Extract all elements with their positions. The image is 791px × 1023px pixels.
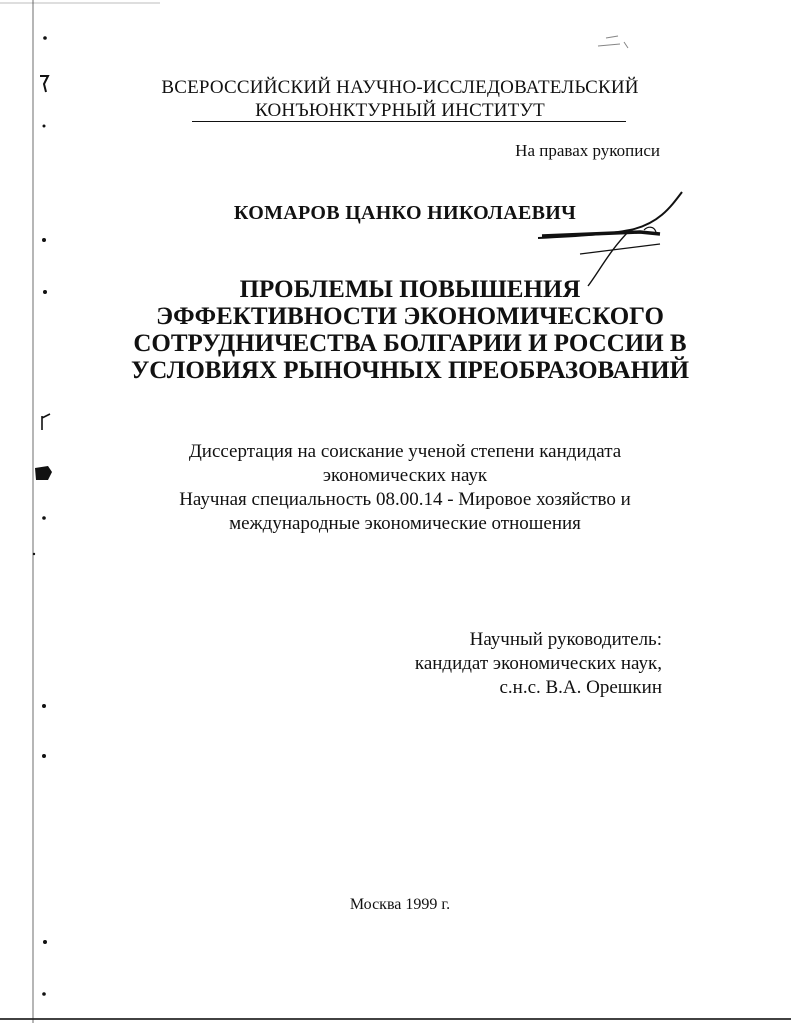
description-line: экономических наук	[322, 465, 488, 486]
title-line: ЭФФЕКТИВНОСТИ ЭКОНОМИЧЕСКОГО	[156, 303, 664, 330]
description-line: международные экономические отношения	[229, 513, 581, 534]
title-line: УСЛОВИЯХ РЫНОЧНЫХ ПРЕОБРАЗОВАНИЙ	[130, 357, 690, 384]
title-line: СОТРУДНИЧЕСТВА БОЛГАРИИ И РОССИИ В	[133, 330, 687, 357]
institute-name-line-2: КОНЪЮНКТУРНЫЙ ИНСТИТУТ	[255, 100, 545, 121]
supervisor-line: кандидат экономических наук,	[414, 653, 662, 674]
manuscript-rights-note: На правах рукописи	[515, 141, 660, 160]
place-and-year: Москва 1999 г.	[349, 896, 451, 913]
title-line: ПРОБЛЕМЫ ПОВЫШЕНИЯ	[239, 276, 581, 303]
supervisor-line: с.н.с. В.А. Орешкин	[499, 677, 662, 698]
institute-name-line-1: ВСЕРОССИЙСКИЙ НАУЧНО-ИССЛЕДОВАТЕЛЬСКИЙ	[161, 77, 639, 98]
supervisor-line: Научный руководитель:	[469, 629, 662, 650]
author-name: КОМАРОВ ЦАНКО НИКОЛАЕВИЧ	[233, 202, 577, 224]
description-line: Диссертация на соискание ученой степени кандидата	[188, 441, 622, 462]
description-line: Научная специальность 08.00.14 - Мировое хозяйство и	[179, 489, 631, 510]
